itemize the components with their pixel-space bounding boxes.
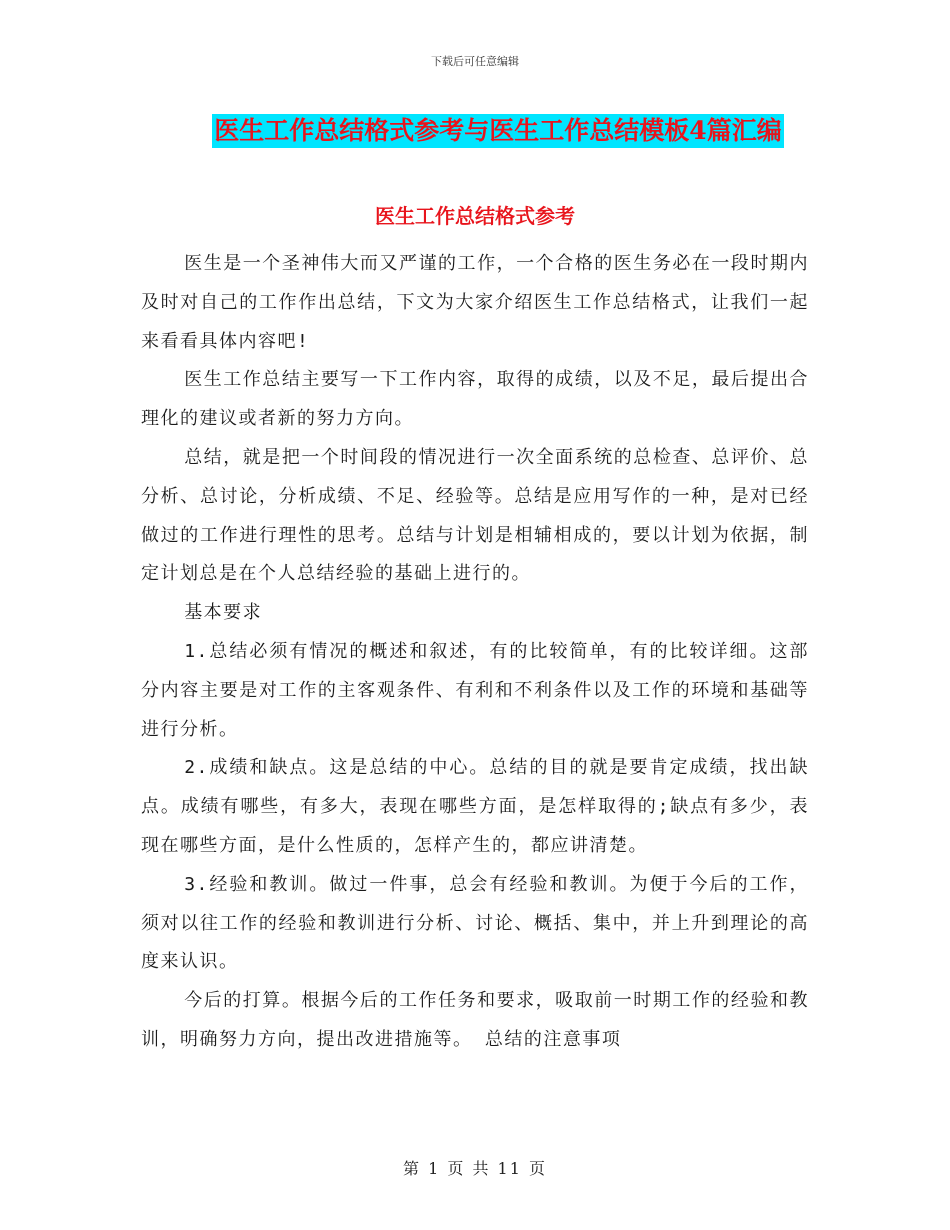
paragraph: 医生工作总结主要写一下工作内容，取得的成绩，以及不足，最后提出合理化的建议或者新的努力方向。	[141, 369, 809, 430]
page-header-note: 下载后可任意编辑	[431, 55, 519, 68]
paragraph: 1.总结必须有情况的概述和叙述，有的比较简单，有的比较详细。这部分内容主要是对工作的主客观条件、有利和不利条件以及工作的环境和基础等进行分析。	[141, 640, 809, 740]
paragraph: 3.经验和教训。做过一件事，总会有经验和教训。为便于今后的工作，须对以往工作的经验和教训进行分析、讨论、概括、集中，并上升到理论的高度来认识。	[141, 873, 809, 973]
paragraph: 医生是一个圣神伟大而又严谨的工作，一个合格的医生务必在一段时期内及时对自己的工作作出总结，下文为大家介绍医生工作总结格式，让我们一起来看看具体内容吧!	[141, 253, 809, 352]
paragraph: 2.成绩和缺点。这是总结的中心。总结的目的就是要肯定成绩，找出缺点。成绩有哪些，有多大，表现在哪些方面，是怎样取得的;缺点有多少，表现在哪些方面，是什么性质的，怎样产生的，都应讲清楚。	[141, 757, 809, 856]
subheading-basic-requirements: 基本要求	[184, 602, 263, 624]
paragraph: 今后的打算。根据今后的工作任务和要求，吸取前一时期工作的经验和教训，明确努力方向，提出改进措施等。 总结的注意事项	[141, 990, 809, 1050]
page-number: 第 1 页 共 11 页	[403, 1159, 547, 1178]
paragraph: 总结，就是把一个时间段的情况进行一次全面系统的总检查、总评价、总分析、总讨论，分析成绩、不足、经验等。总结是应用写作的一种，是对已经做过的工作进行理性的思考。总结与计划是相辅相成的，要以计划为依据，制定计划总是在个人总结经验的基础上进行的。	[141, 446, 809, 585]
document-body	[141, 245, 809, 1060]
document-title-container	[0, 114, 950, 148]
document-title: 医生工作总结格式参考与医生工作总结模板4篇汇编	[212, 114, 783, 148]
section-title: 医生工作总结格式参考	[375, 204, 575, 228]
